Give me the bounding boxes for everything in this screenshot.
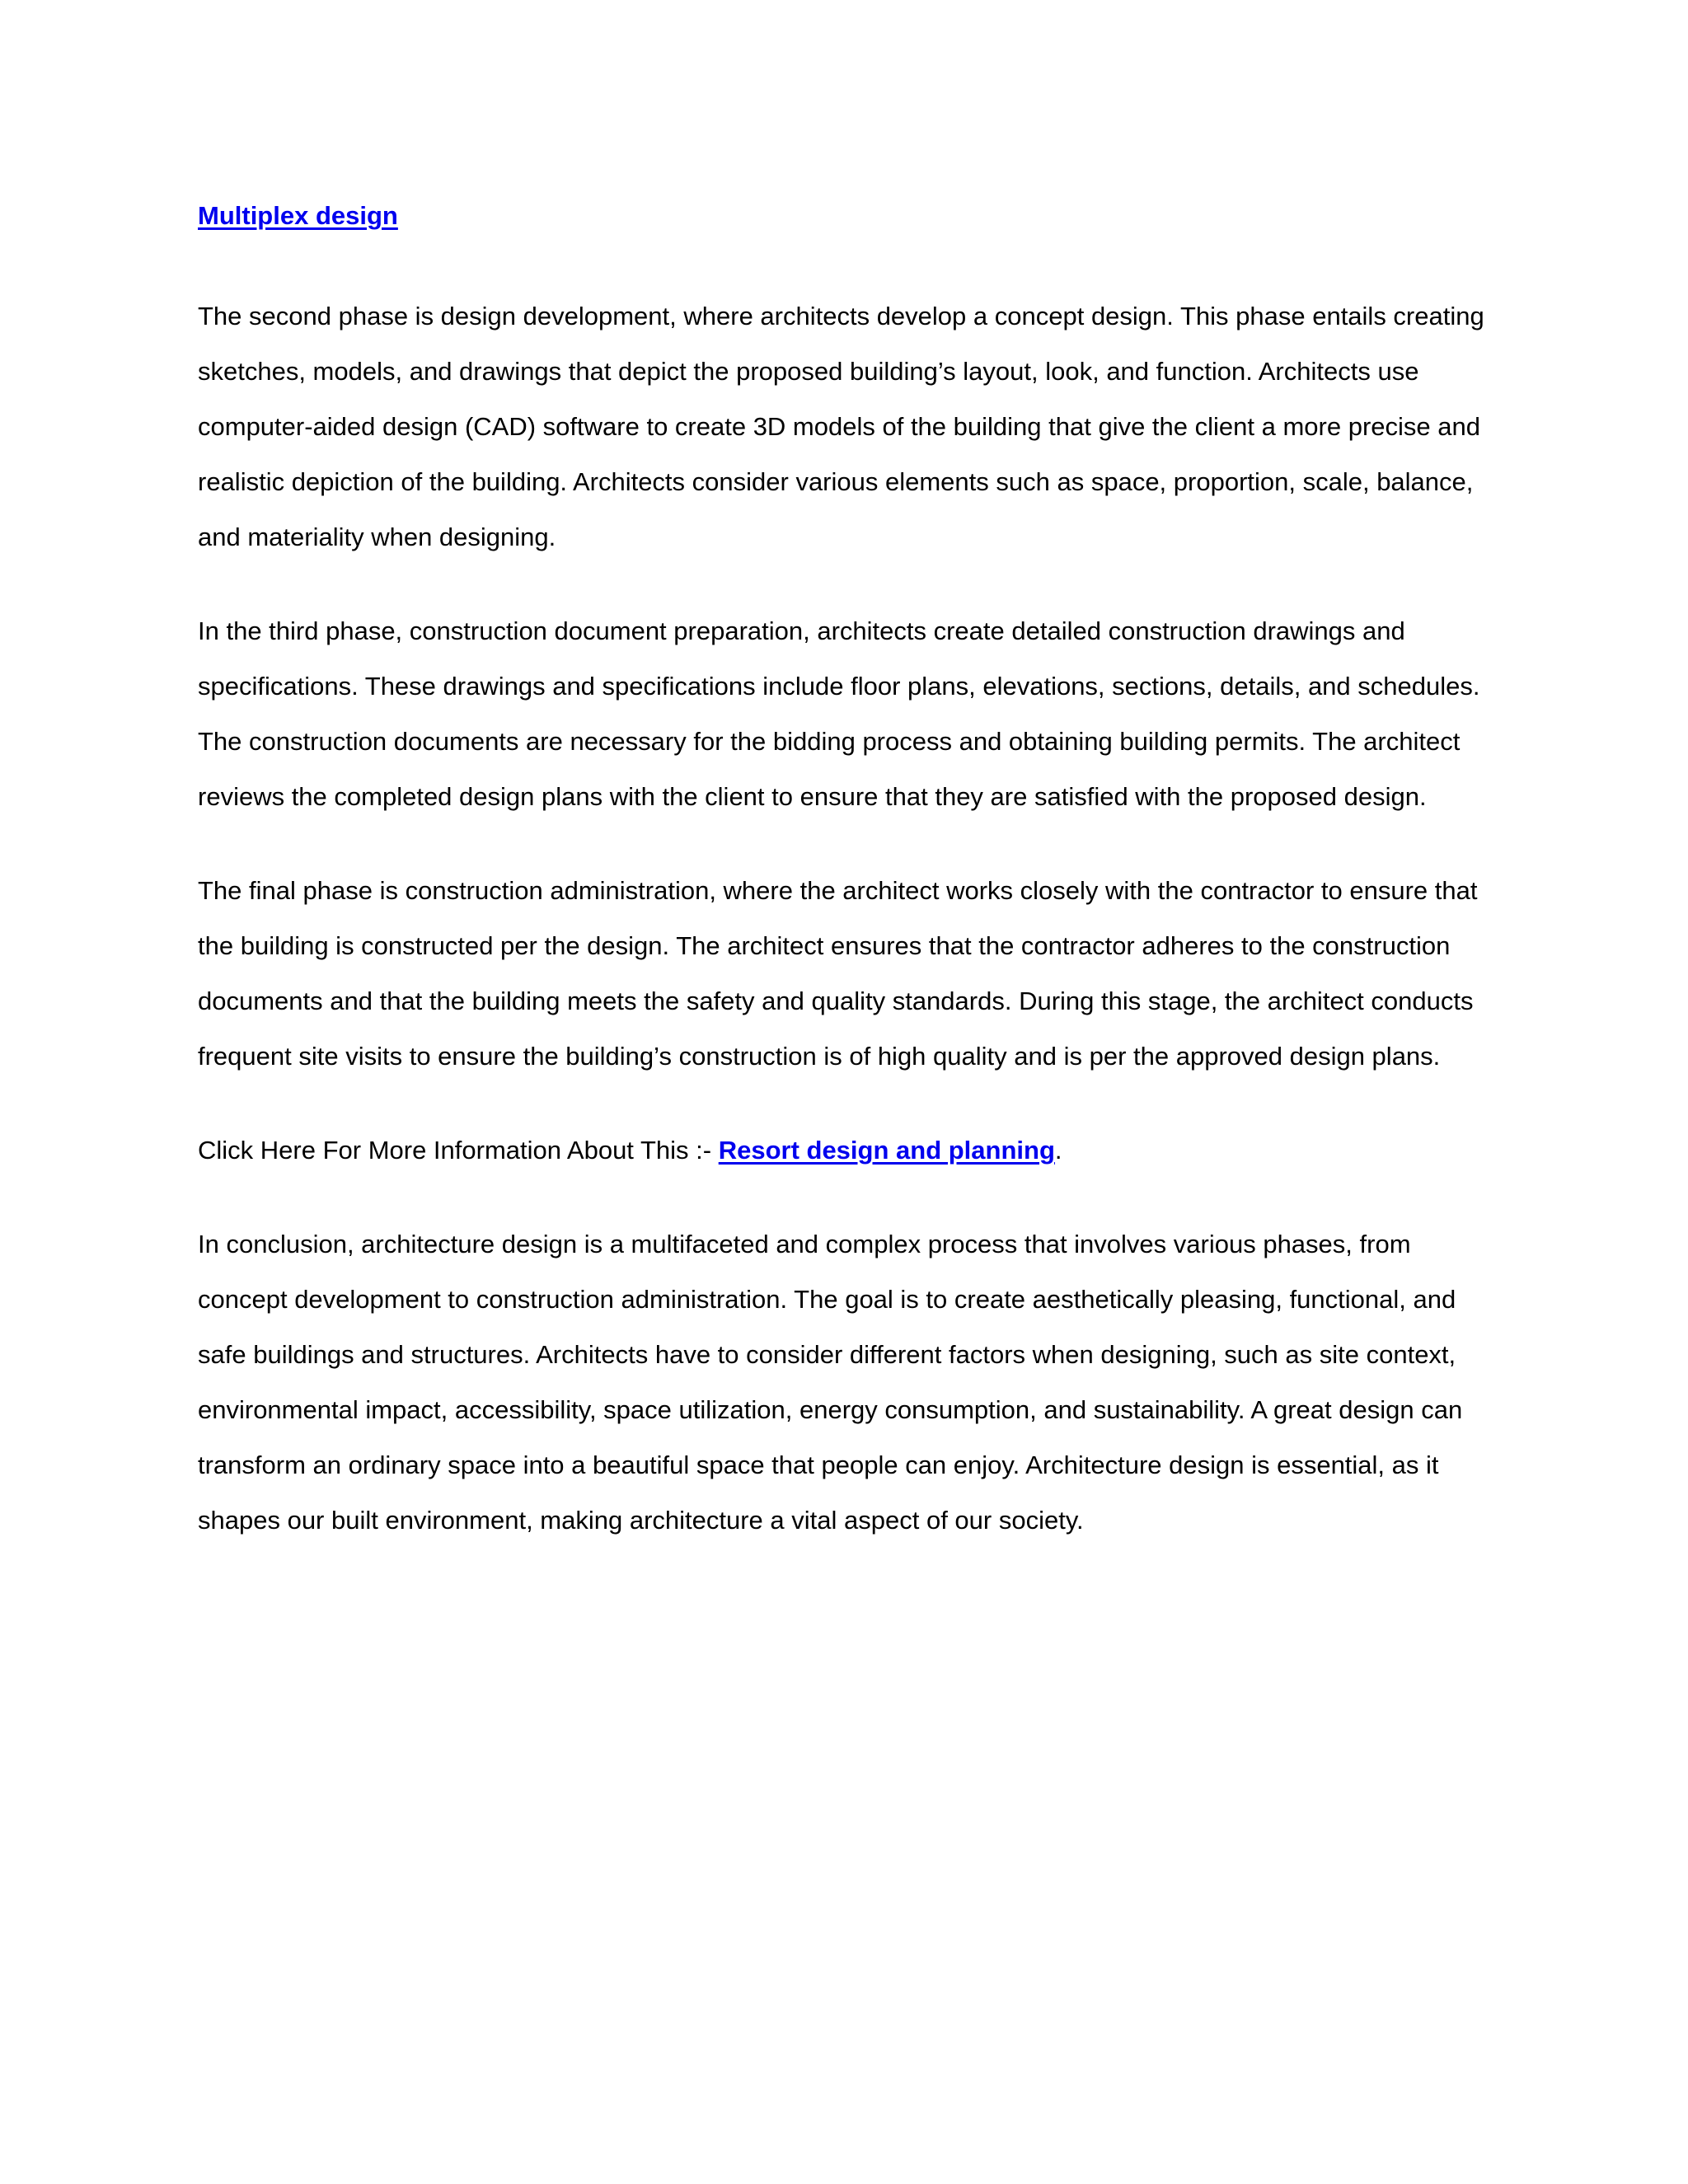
more-info-prefix: Click Here For More Information About This :- — [198, 1136, 719, 1165]
more-info-suffix: . — [1054, 1136, 1062, 1165]
paragraph-conclusion: In conclusion, architecture design is a multifaceted and complex process that involves various phases, from concept development to construction administration. The goal is to create aesthetically pleasing, functional, and safe buildings and structures. Architects have to consider different factors when designing, such as site context, environmental impact, accessibility, space utilization, energy consumption, and sustainability. A great design can transform an ordinary space into a beautiful space that people can enjoy. Architecture design is essential, as it shapes our built environment, making architecture a vital aspect of our society. — [198, 1230, 1463, 1535]
multiplex-design-link[interactable]: Multiplex design — [198, 201, 398, 230]
paragraph-construction-documents: In the third phase, construction document preparation, architects create detailed construction drawings and specifications. These drawings and specifications include floor plans, elevations, sections, details, and schedules. The construction documents are necessary for the bidding process and obtaining building permits. The architect reviews the completed design plans with the client to ensure that they are satisfied with the proposed design. — [198, 616, 1480, 811]
resort-design-link[interactable]: Resort design and planning — [718, 1136, 1055, 1165]
more-info-line — [198, 1122, 1500, 1178]
paragraph-construction-administration: The final phase is construction administration, where the architect works closely with the contractor to ensure that the building is constructed per the design. The architect ensures that the contractor adheres to the construction documents and that the building meets the safety and quality standards. During this stage, the architect conducts frequent site visits to ensure the building’s construction is of high quality and is per the approved design plans. — [198, 876, 1478, 1071]
page-title — [198, 194, 1500, 237]
paragraph-design-development: The second phase is design development, where architects develop a concept design. This phase entails creating sketches, models, and drawings that depict the proposed building’s layout, look, and function. Architects use computer-aided design (CAD) software to create 3D models of the building that give the client a more precise and realistic depiction of the building. Architects consider various elements such as space, proportion, scale, balance, and materiality when designing. — [198, 302, 1484, 551]
document-body — [198, 194, 1500, 1586]
